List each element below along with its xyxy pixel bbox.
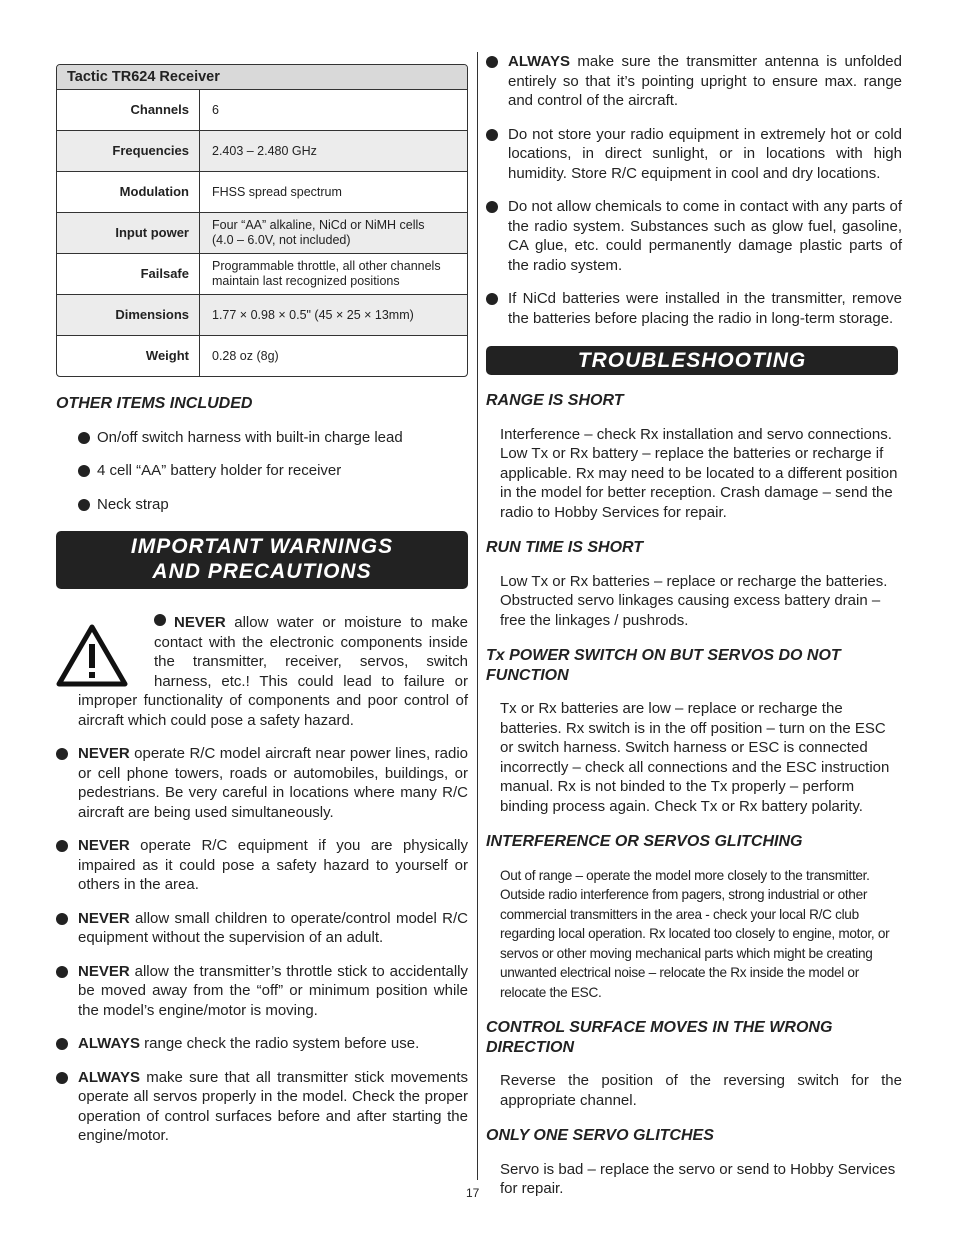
warnings-heading: IMPORTANT WARNINGS AND PRECAUTIONS — [130, 535, 394, 583]
spec-value: 1.77 × 0.98 × 0.5" (45 × 25 × 13mm) — [212, 307, 414, 322]
troubleshooting-section-body: Low Tx or Rx batteries – replace or recharge the batteries. Obstructed servo linkages causing excess battery drain – free the linkages / pushrods. — [500, 572, 888, 629]
spec-value: 6 — [212, 102, 219, 117]
warning-item — [56, 613, 468, 730]
spec-table — [56, 64, 468, 377]
spec-table-title: Tactic TR624 Receiver — [57, 65, 467, 90]
bullet-icon — [154, 614, 166, 626]
list-item: Neck strap — [56, 495, 468, 515]
troubleshooting-section-title: Tx POWER SWITCH ON BUT SERVOS DO NOT FUNCTION — [486, 647, 841, 684]
column-divider — [477, 52, 478, 1180]
spec-label: Frequencies — [57, 131, 200, 171]
warning-item — [486, 197, 902, 275]
spec-row — [57, 212, 467, 253]
spec-label: Input power — [57, 213, 200, 253]
spec-label: Modulation — [57, 172, 200, 212]
troubleshooting-section-title: ONLY ONE SERVO GLITCHES — [486, 1127, 714, 1144]
list-item: On/off switch harness with built-in charge lead — [56, 428, 468, 448]
warning-lead: ALWAYS — [78, 1035, 140, 1052]
warning-text: Do not allow chemicals to come in contact with any parts of the radio system. Substances such as glow fuel, gasoline, CA glue, etc. could permanently damage plastic parts of the radio system. — [508, 198, 902, 274]
warning-text: range check the radio system before use. — [139, 1035, 420, 1052]
spec-label: Channels — [57, 90, 200, 130]
troubleshooting-section-title: CONTROL SURFACE MOVES IN THE WRONG DIRECTION — [486, 1019, 833, 1056]
warning-triangle-icon — [56, 623, 128, 687]
right-column — [486, 52, 902, 1199]
warning-item — [56, 1034, 468, 1054]
page-number: 17 — [466, 1186, 480, 1200]
warning-text: make sure that all transmitter stick movements operate all servos properly in the model. Check the proper operation of control surfaces before and after starting the engine/motor. — [78, 1068, 468, 1144]
warning-lead: ALWAYS — [78, 1068, 140, 1086]
spec-value: Programmable throttle, all other channels maintain last recognized positions — [212, 259, 441, 288]
warning-item — [56, 962, 468, 1021]
spec-label: Dimensions — [57, 295, 200, 335]
troubleshooting-section-body: Reverse the position of the reversing switch for the appropriate channel. — [500, 1072, 902, 1109]
warning-text: operate R/C equipment if you are physically impaired as it could pose a safety hazard to yourself or others in the area. — [78, 837, 468, 893]
other-items-heading: OTHER ITEMS INCLUDED — [56, 395, 253, 412]
warning-lead: NEVER — [78, 745, 130, 762]
list-item: 4 cell “AA” battery holder for receiver — [56, 461, 468, 481]
warning-item — [486, 289, 902, 328]
spec-row — [57, 335, 467, 376]
warning-text: allow the transmitter’s throttle stick to accidentally be moved away from the “off” or minimum position while the model’s engine/motor is moving. — [78, 962, 468, 1019]
troubleshooting-section-title: INTERFERENCE OR SERVOS GLITCHING — [486, 833, 803, 850]
warning-lead: NEVER — [78, 837, 130, 854]
spec-row — [57, 130, 467, 171]
troubleshooting-section-title: RUN TIME IS SHORT — [486, 539, 644, 556]
troubleshooting-section-body: Interference – check Rx installation and servo connections. Low Tx or Rx battery – replace the batteries or recharge if applicable. Rx may need to be located to a different position in the model for better reception. Crash damage – send the radio to Hobby Services for repair. — [500, 425, 898, 521]
troubleshooting-section-title: RANGE IS SHORT — [486, 392, 624, 409]
spec-value: Four “AA” alkaline, NiCd or NiMH cells (4.0 – 6.0V, not included) — [212, 218, 425, 247]
warning-item — [56, 836, 468, 895]
warning-item — [56, 909, 468, 948]
warning-text: Do not store your radio equipment in extremely hot or cold locations, in direct sunlight, or in locations with high humidity. Store R/C equipment in cool and dry locations. — [508, 125, 902, 182]
warning-lead: NEVER — [78, 962, 130, 980]
troubleshooting-banner — [486, 346, 898, 375]
warning-text: allow water or moisture to make contact with the electronic components inside the transmitter, receiver, servos, switch harness, etc.! This could lead to failure or improper functionality of components and poor control of aircraft which could pose a safety hazard. — [78, 614, 468, 729]
spec-row — [57, 90, 467, 130]
warning-item — [486, 52, 902, 111]
warning-lead: ALWAYS — [508, 53, 570, 70]
spec-value: 2.403 – 2.480 GHz — [212, 143, 317, 158]
other-items-list — [56, 428, 468, 515]
warnings-banner — [56, 531, 468, 589]
spec-row — [57, 294, 467, 335]
left-column — [56, 64, 468, 1160]
warning-lead: NEVER — [78, 909, 130, 927]
warning-item — [56, 1068, 468, 1146]
troubleshooting-heading: TROUBLESHOOTING — [577, 349, 807, 372]
spec-row — [57, 253, 467, 294]
warning-text: operate R/C model aircraft near power lines, radio or cell phone towers, roads or automobiles, buildings, or pedestrians. Be very careful in locations where many R/C aircraft are being used simultaneously. — [78, 745, 468, 821]
warning-lead: NEVER — [174, 614, 226, 631]
spec-label: Weight — [57, 336, 200, 376]
spec-value: 0.28 oz (8g) — [212, 348, 279, 363]
warning-text: If NiCd batteries were installed in the transmitter, remove the batteries before placing the radio in long-term storage. — [508, 290, 902, 327]
warning-text: allow small children to operate/control model R/C equipment without the supervision of an adult. — [78, 909, 468, 946]
warning-text: make sure the transmitter antenna is unfolded entirely so that it’s pointing upright to ensure max. range and control of the aircraft. — [508, 53, 902, 109]
spec-value: FHSS spread spectrum — [212, 184, 342, 199]
troubleshooting-section-body: Tx or Rx batteries are low – replace or recharge the batteries. Rx switch is in the off position – turn on the ESC or switch harness. Switch harness or ESC is connected incorrectly – check all connections and the ESC instruction manual. Rx is not binded to the Tx properly – perform binding process again. Check Tx or Rx battery polarity. — [500, 700, 890, 815]
spec-row — [57, 171, 467, 212]
troubleshooting-section-body: Out of range – operate the model more closely to the transmitter. Outside radio interference from pagers, strong industrial or other commercial transmitters in the area - check your local R/C club regarding local operation. Rx located too closely to engine, motor, or servos or other moving mechanical parts which might be creating unwanted electrical noise – relocate the Rx inside the model or relocate the ESC. — [500, 867, 890, 1000]
warning-item — [56, 744, 468, 822]
warning-item — [486, 125, 902, 184]
spec-label: Failsafe — [57, 254, 200, 294]
troubleshooting-section-body: Servo is bad – replace the servo or send to Hobby Services for repair. — [500, 1160, 896, 1197]
